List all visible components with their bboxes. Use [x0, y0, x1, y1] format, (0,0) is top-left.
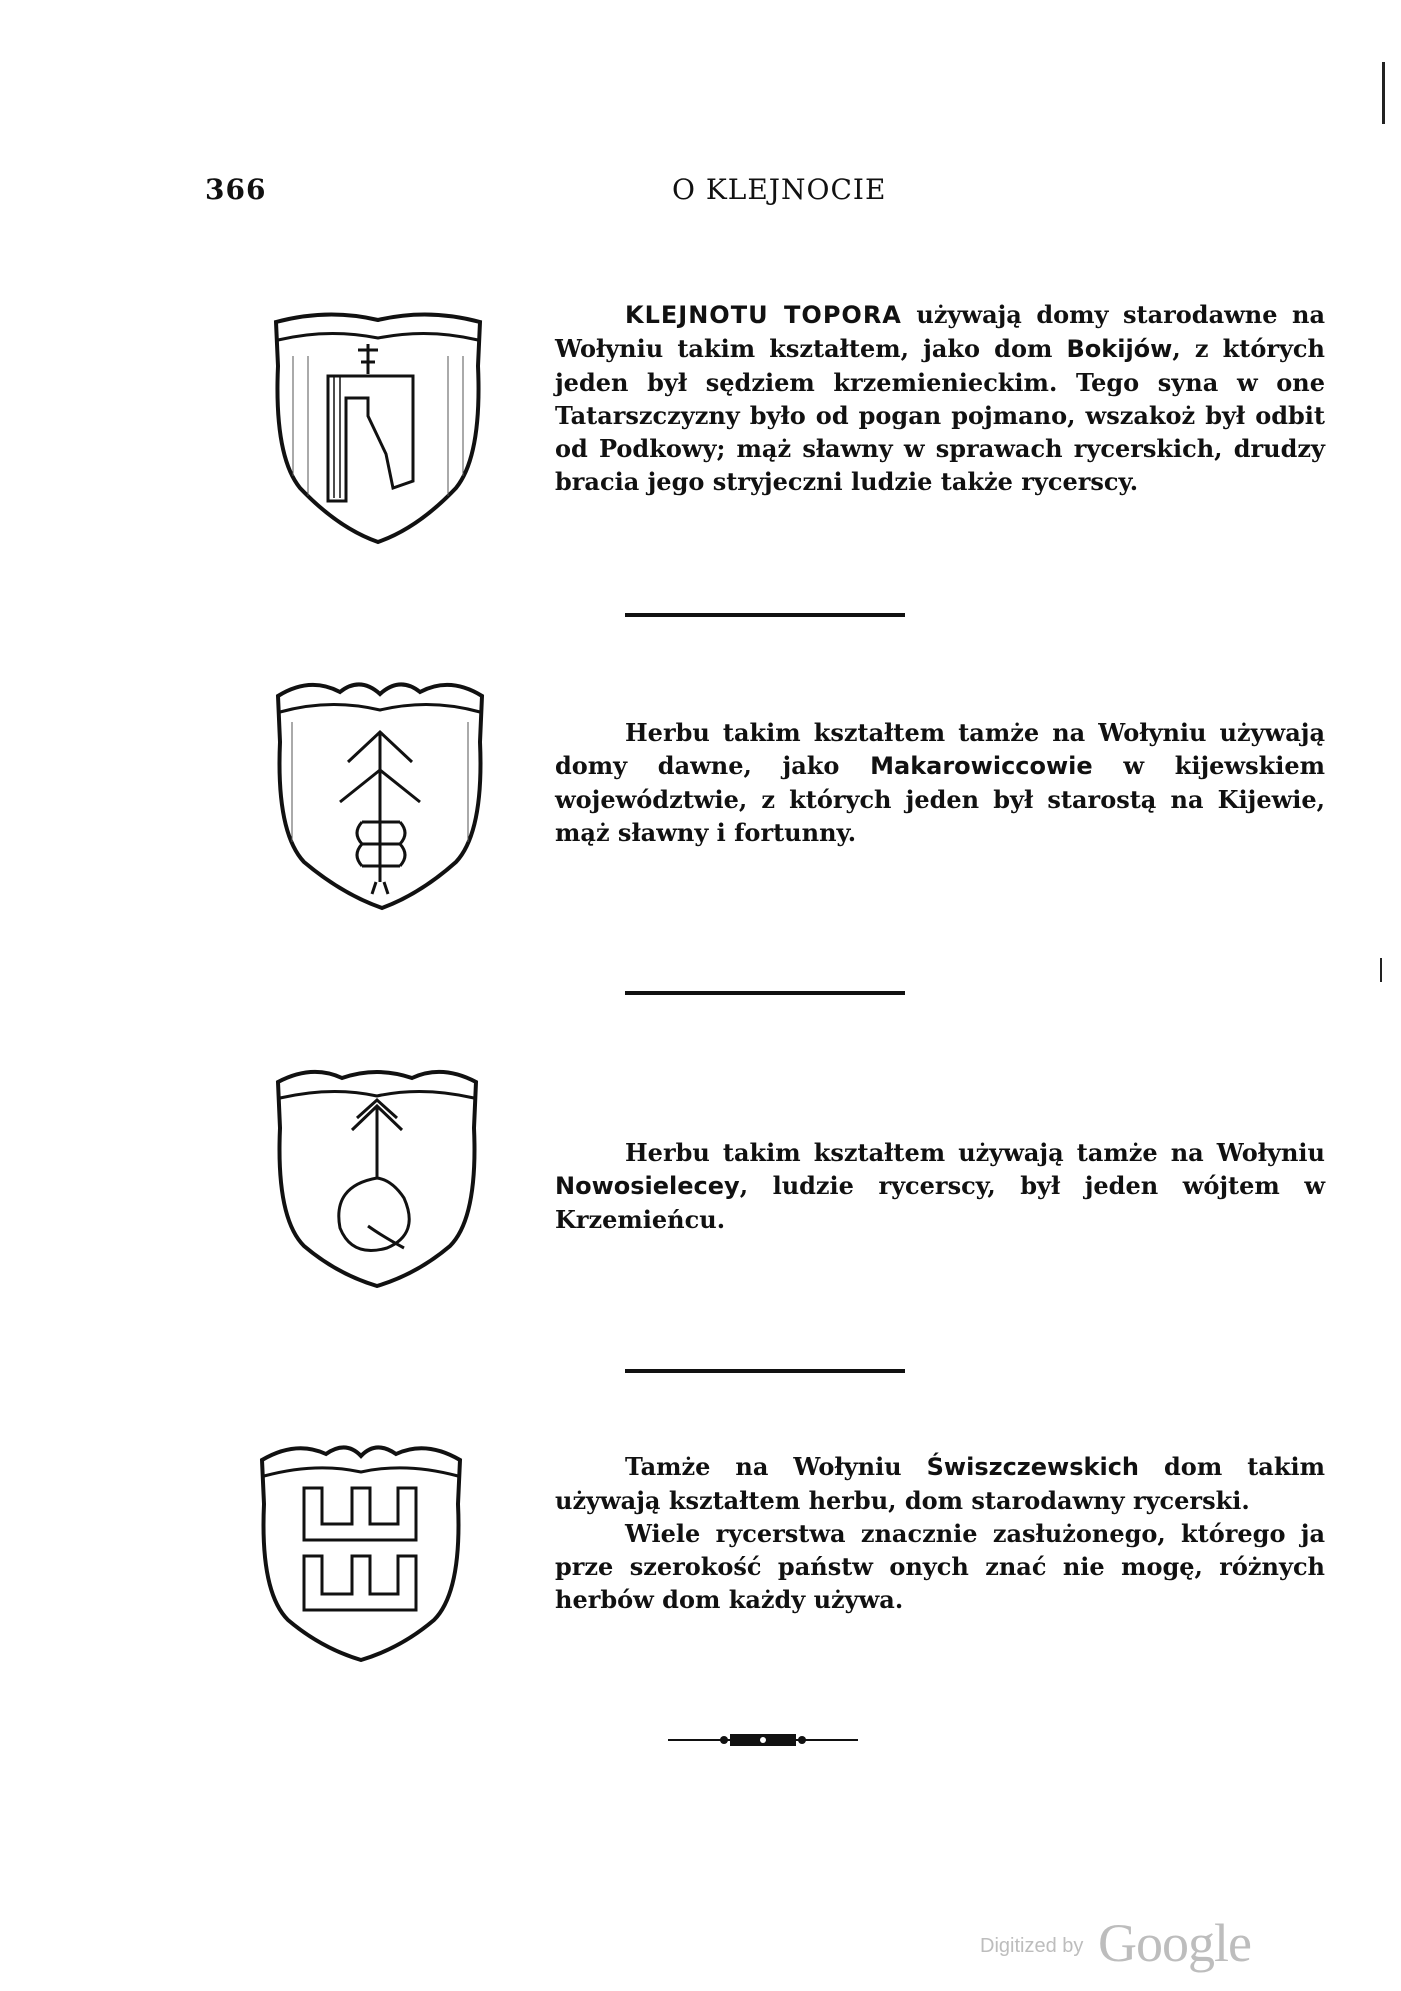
running-title: O KLEJNOCIE — [672, 173, 887, 206]
section-divider — [625, 991, 905, 995]
entry-nowosielecey: Herbu takim kształtem używają tamże na Wołyniu Nowosielecey, ludzie rycerscy, był jeden wójtem w Krzemieńcu. — [555, 1138, 1325, 1234]
crest-towers-icon — [256, 1432, 466, 1662]
family-name: Nowosielecey — [555, 1172, 740, 1200]
page-number: 366 — [205, 173, 267, 206]
entry-lead-caps: KLEJNOTU TOPORA — [625, 301, 902, 329]
edge-mark — [1382, 62, 1385, 124]
entry-swiszczewskich: Tamże na Wołyniu Świszczewskich dom takim używają kształtem herbu, dom starodawny rycerski. Wiele rycerstwa znacznie zasłużonego, którego ja prze szerokość państw onych znać nie mogę, różnych herbów dom każdy używa. — [555, 1452, 1325, 1614]
crest-arrow-cross-icon — [270, 672, 490, 912]
family-name: Bokijów — [1066, 335, 1173, 363]
entry-topor: KLEJNOTU TOPORA używają domy starodawne na Wołyniu takim kształtem, jako dom Bokijów, z których jeden był sędziem krzemienieckim. Tego syna w one Tatarszczyzny było od pogan pojmano, wszakoż był odbit od Podkowy; mąż sławny w sprawach rycerskich, drudzy bracia jego stryjeczni ludzie także rycerscy. — [555, 300, 1325, 496]
edge-mark — [1380, 958, 1382, 982]
crest-arrow-hook-icon — [272, 1058, 482, 1288]
digitized-by-text: Digitized by — [980, 1935, 1084, 1957]
section-divider — [625, 1369, 905, 1373]
crest-topor-icon — [268, 306, 488, 546]
section-divider — [625, 613, 905, 617]
google-logo: Google — [1098, 1913, 1251, 1973]
family-name: Makarowiccowie — [870, 752, 1093, 780]
entry-makarowiccowie: Herbu takim kształtem tamże na Wołyniu używają domy dawne, jako Makarowiccowie w kijewskiem województwie, z których jeden był starostą na Kijewie, mąż sławny i fortunny. — [555, 718, 1325, 847]
family-name: Świszczewskich — [926, 1453, 1140, 1481]
tailpiece-ornament-icon — [668, 1731, 858, 1749]
